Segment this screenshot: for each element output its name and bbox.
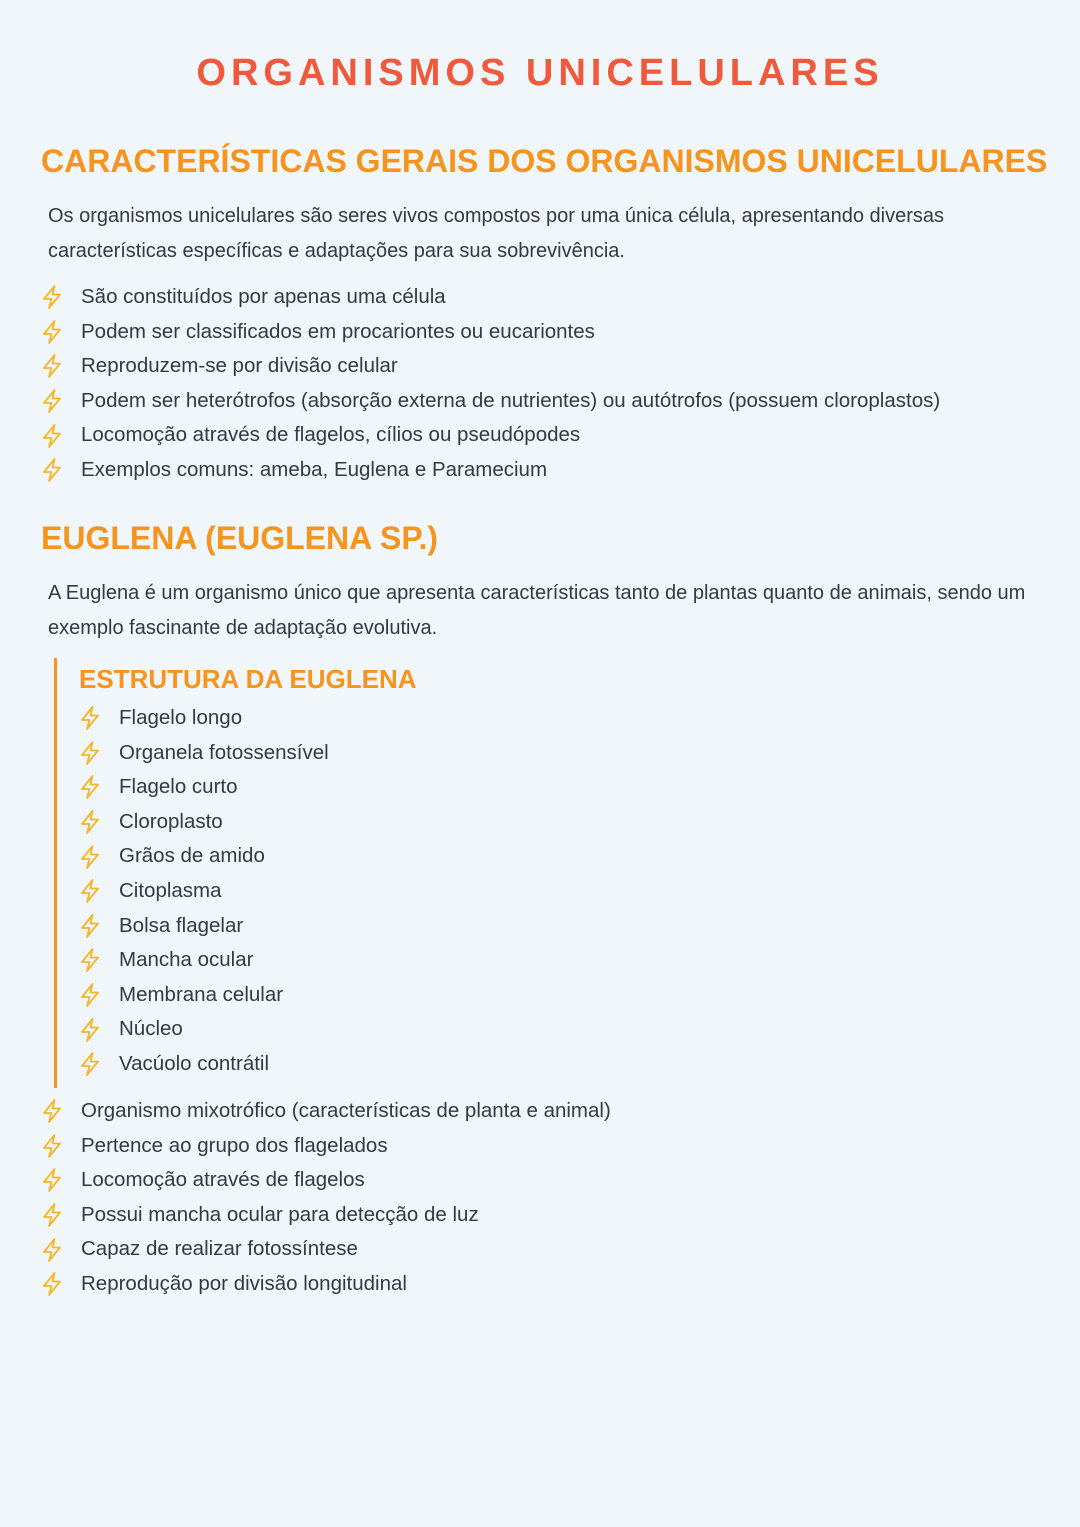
- lightning-bolt-icon: [41, 1272, 81, 1296]
- lightning-bolt-icon: [79, 948, 119, 972]
- lightning-bolt-icon: [79, 741, 119, 765]
- list-item: [41, 1094, 611, 1129]
- lightning-bolt-icon: [41, 285, 81, 309]
- list-item-text: Citoplasma: [119, 878, 222, 902]
- section-heading-caracteristicas: CARACTERÍSTICAS GERAIS DOS ORGANISMOS UNICELULARES: [41, 143, 1048, 179]
- lightning-bolt-icon: [79, 810, 119, 834]
- list-item-text: Capaz de realizar fotossíntese: [81, 1237, 358, 1261]
- list-item: [79, 1012, 329, 1047]
- lightning-bolt-icon: [41, 354, 81, 378]
- list-item: [79, 909, 329, 944]
- list-item-text: Locomoção através de flagelos, cílios ou pseudópodes: [81, 423, 581, 447]
- section-heading-euglena: EUGLENA (EUGLENA SP.): [41, 520, 439, 556]
- list-item: [41, 1232, 611, 1267]
- list-item: [41, 349, 940, 384]
- list-item-text: Bolsa flagelar: [119, 913, 244, 937]
- list-item-text: Núcleo: [119, 1017, 183, 1041]
- lightning-bolt-icon: [41, 424, 81, 448]
- list-item: [79, 943, 329, 978]
- list-item: [41, 418, 940, 453]
- lightning-bolt-icon: [41, 1168, 81, 1192]
- list-item-text: Organela fotossensível: [119, 740, 329, 764]
- list-item: [79, 978, 329, 1013]
- section-paragraph-caracteristicas: Os organismos unicelulares são seres vivos compostos por uma única célula, apresentando diversas características específicas e adaptações para sua sobrevivência.: [48, 205, 945, 262]
- lightning-bolt-icon: [79, 845, 119, 869]
- list-item-text: Flagelo longo: [119, 706, 243, 729]
- list-item: [79, 770, 329, 805]
- list-item-text: Podem ser heterótrofos (absorção externa de nutrientes) ou autótrofos (possuem cloroplastos): [81, 388, 941, 412]
- bullet-list-caracteristicas: [41, 280, 940, 488]
- lightning-bolt-icon: [41, 320, 81, 344]
- lightning-bolt-icon: [79, 706, 119, 730]
- lightning-bolt-icon: [79, 914, 119, 938]
- list-item-text: Possui mancha ocular para detecção de luz: [81, 1202, 479, 1226]
- page-title: ORGANISMOS UNICELULARES: [196, 52, 884, 94]
- list-item: [41, 453, 940, 488]
- lightning-bolt-icon: [79, 775, 119, 799]
- list-item: [41, 1129, 611, 1164]
- lightning-bolt-icon: [41, 1238, 81, 1262]
- list-item-text: Vacúolo contrátil: [119, 1051, 270, 1075]
- lightning-bolt-icon: [41, 1099, 81, 1123]
- lightning-bolt-icon: [79, 983, 119, 1007]
- list-item: [79, 874, 329, 909]
- list-item: [79, 701, 329, 736]
- list-item: [41, 384, 940, 419]
- list-item-text: Exemplos comuns: ameba, Euglena e Paramecium: [81, 457, 548, 481]
- list-item-text: Organismo mixotrófico (características de planta e animal): [81, 1099, 611, 1122]
- list-item-text: Pertence ao grupo dos flagelados: [81, 1133, 388, 1157]
- list-item-text: Flagelo curto: [119, 775, 238, 799]
- list-item: [79, 839, 329, 874]
- list-item-text: Membrana celular: [119, 982, 284, 1006]
- structure-list: [79, 701, 329, 1082]
- structure-heading: ESTRUTURA DA EUGLENA: [79, 664, 417, 694]
- list-item-text: Reprodução por divisão longitudinal: [81, 1271, 407, 1295]
- list-item: [79, 1047, 329, 1082]
- list-item: [41, 1163, 611, 1198]
- lightning-bolt-icon: [41, 1134, 81, 1158]
- list-item-text: Mancha ocular: [119, 948, 254, 972]
- list-item-text: Reproduzem-se por divisão celular: [81, 354, 398, 378]
- lightning-bolt-icon: [41, 1203, 81, 1227]
- section-paragraph-euglena: A Euglena é um organismo único que apresenta características tanto de plantas quanto de animais, sendo um exemplo fascinante de adaptação evolutiva.: [48, 582, 1026, 639]
- list-item-text: Grãos de amido: [119, 844, 265, 868]
- list-item: [79, 805, 329, 840]
- list-item: [41, 1267, 611, 1302]
- lightning-bolt-icon: [79, 1052, 119, 1076]
- bullet-list-euglena: [41, 1094, 611, 1302]
- list-item: [41, 315, 940, 350]
- list-item-text: São constituídos por apenas uma célula: [81, 285, 446, 308]
- list-item-text: Locomoção através de flagelos: [81, 1168, 365, 1192]
- lightning-bolt-icon: [79, 1018, 119, 1042]
- lightning-bolt-icon: [41, 458, 81, 482]
- list-item-text: Cloroplasto: [119, 809, 223, 833]
- lightning-bolt-icon: [41, 389, 81, 413]
- lightning-bolt-icon: [79, 879, 119, 903]
- list-item: [41, 280, 940, 315]
- structure-block: [54, 658, 957, 1088]
- list-item: [41, 1198, 611, 1233]
- list-item: [79, 736, 329, 771]
- list-item-text: Podem ser classificados em procariontes ou eucariontes: [81, 319, 595, 343]
